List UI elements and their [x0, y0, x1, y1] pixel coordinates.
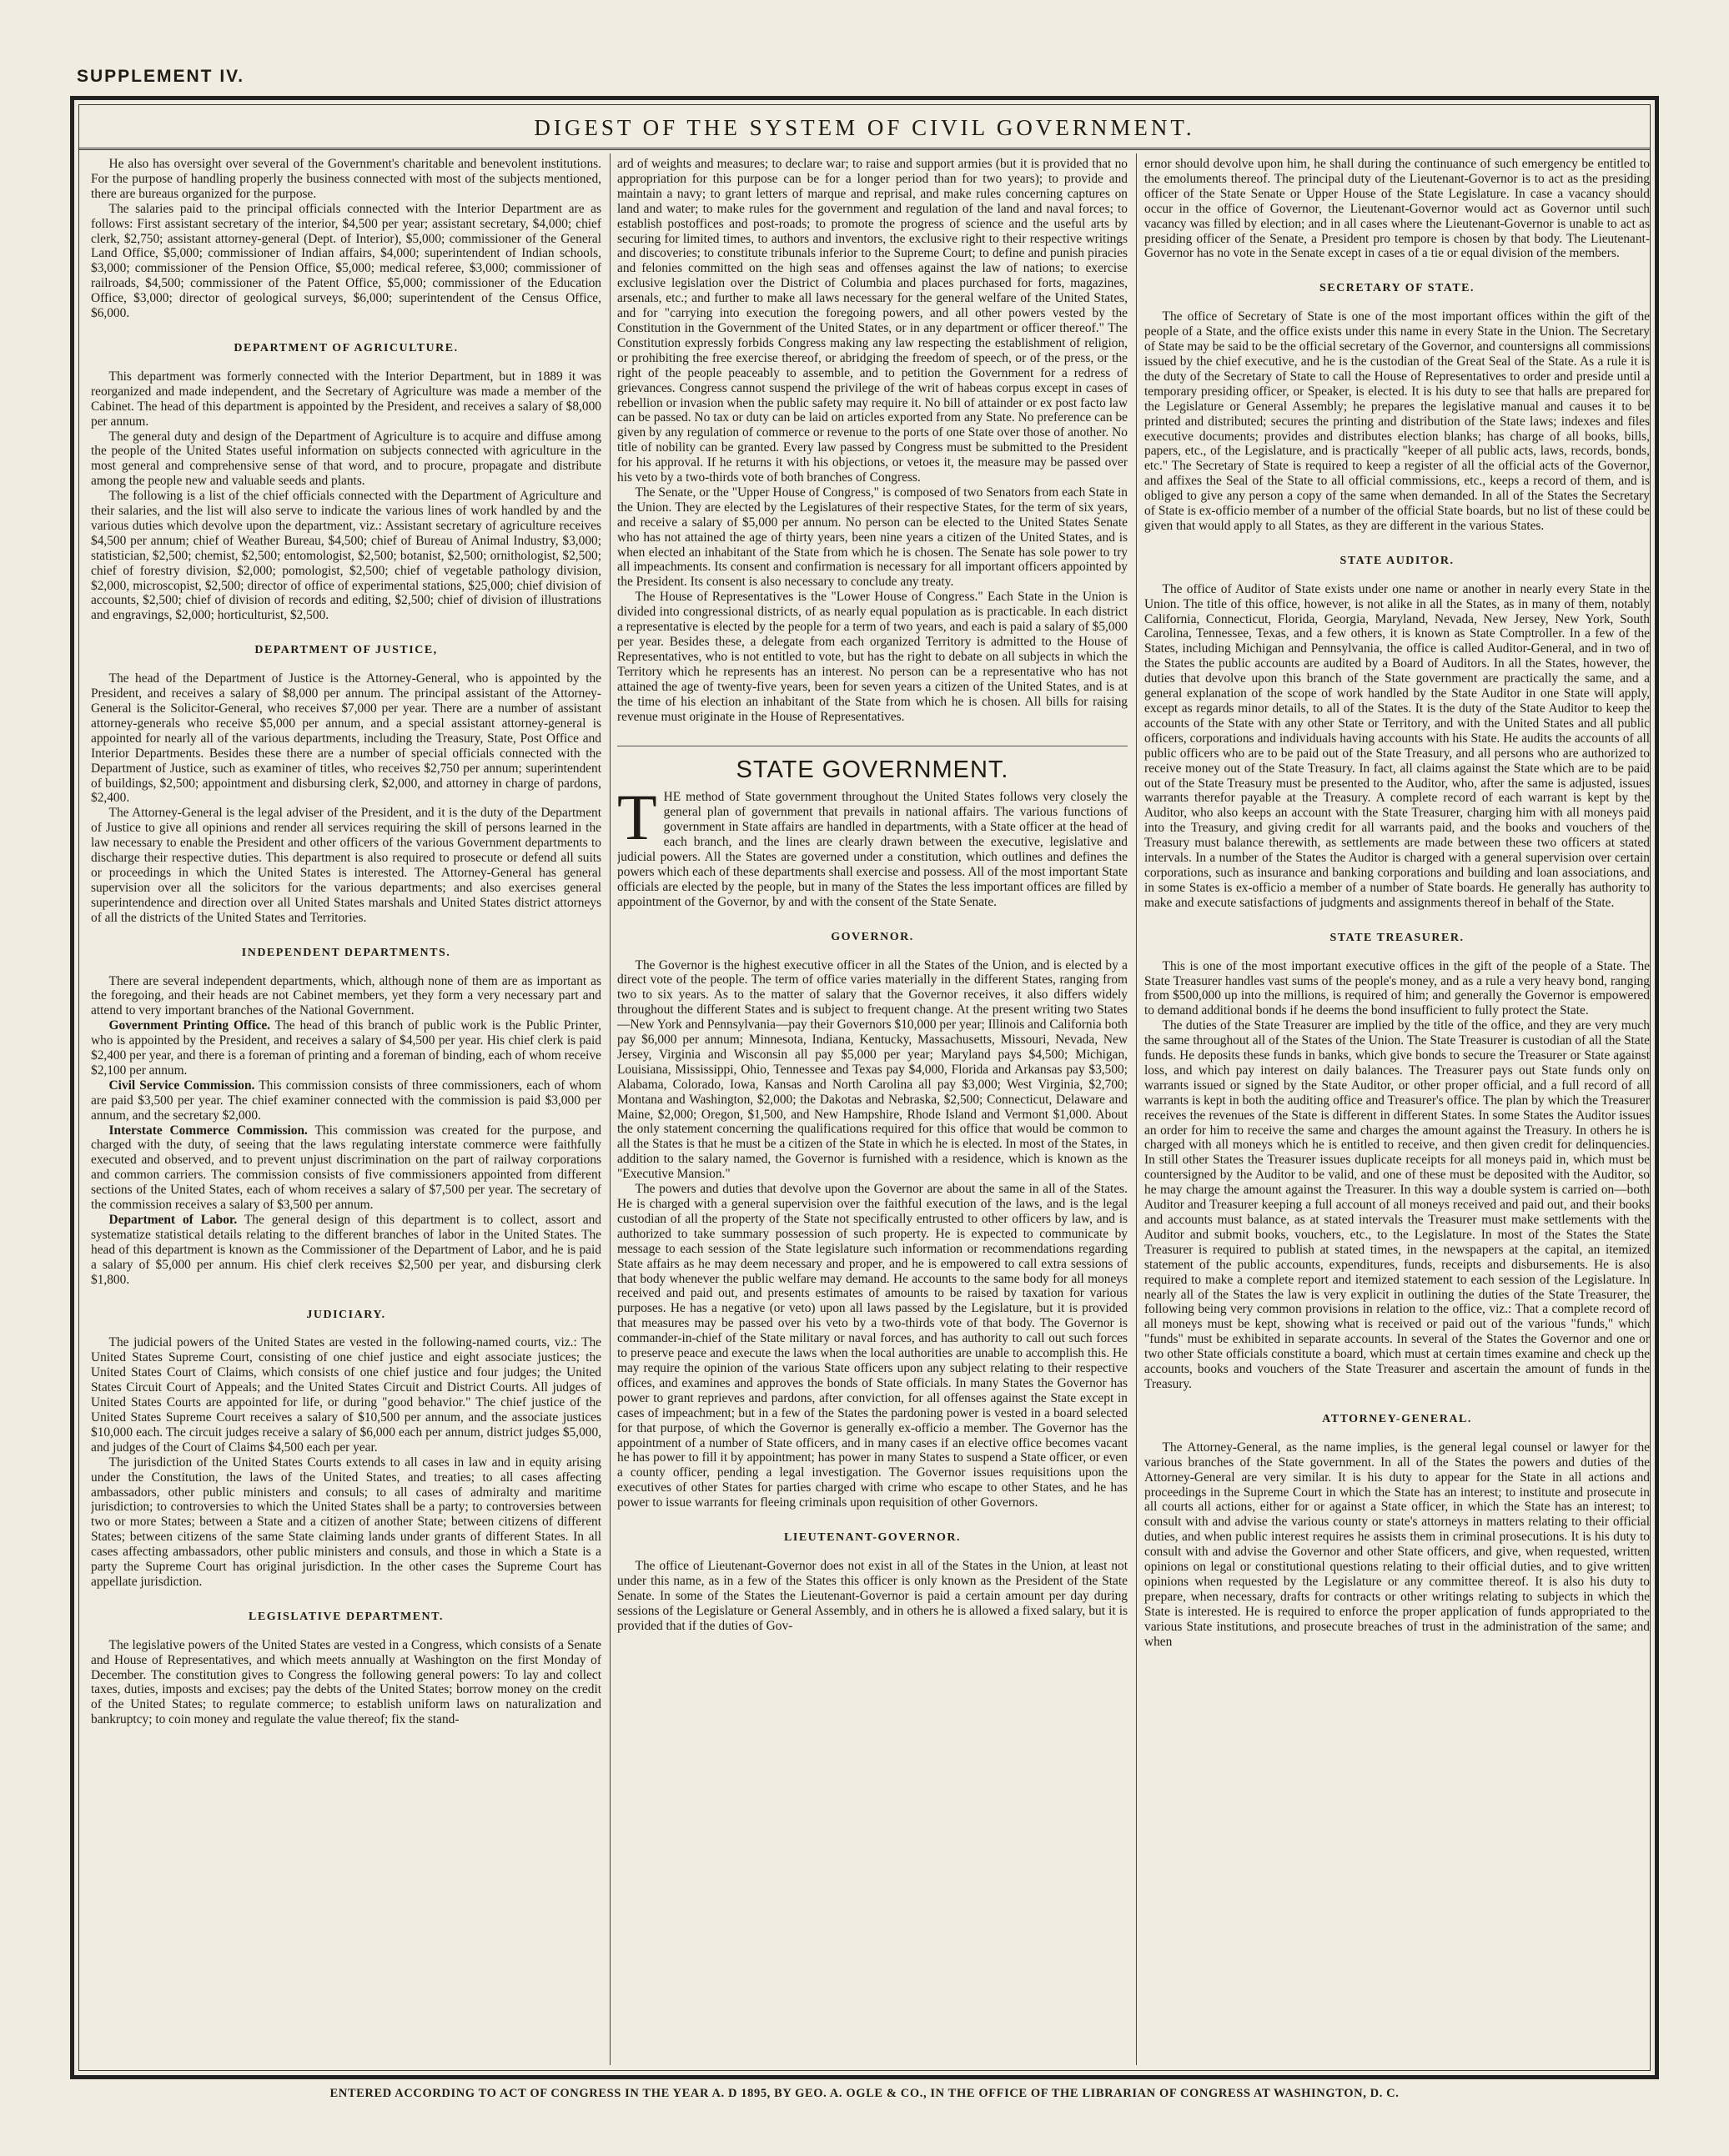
paragraph-text: The general design of this department is to collect, assort and systematize statistical details relating to the different branches of labor in the United States. The head of this department is known as the Commissioner of the Department of Labor, and he is paid a salary of $5,000 per annum. His chief clerk receives $2,500 per year, and disbursing clerk $1,800.	[91, 1213, 601, 1287]
paragraph: This is one of the most important executive offices in the gift of the people of a State. The State Treasurer handles vast sums of the people's money, and as a rule a very heavy bond, ranging from $500,000 up into the millions, is required of him; and generally the Governor is empowered to demand additional bonds if he deems the bond insufficient to fully protect the State.	[1144, 958, 1650, 1018]
paragraph: This department was formerly connected with the Interior Department, but in 1889 it was reorganized and made independent, and the Secretary of Agriculture was made a member of the Cabinet. The head of this department is appointed by the President, and receives a salary of $8,000 per annum.	[91, 369, 601, 429]
section-heading-secretary-of-state: SECRETARY OF STATE.	[1319, 282, 1475, 295]
masthead	[79, 105, 1650, 150]
run-in-label: Department of Labor.	[108, 1213, 238, 1227]
section-heading-state-auditor: STATE AUDITOR.	[1339, 554, 1455, 567]
paragraph	[91, 1213, 601, 1288]
paragraph-text: The head of this branch of public work is the Public Printer, who is appointed by the President, and receives a salary of $4,500 per year. His chief clerk is paid $2,400 per year, and there is a foreman of printing and a foreman of binding, each of whom receive $2,100 per annum.	[91, 1018, 601, 1078]
paragraph-text: This commission was created for the purpose, and charged with the duty, of seeing that the laws regulating interstate commerce were faithfully executed and observed, and to prevent unjust discrimination on the part of railway corporations and common carriers. The commission consists of five commissioners appointed from different sections of the United States, each of whom receives a salary of $7,500 per year. The secretary of the commission receives a salary of $3,500 per annum.	[91, 1123, 601, 1213]
paragraph: The general duty and design of the Department of Agriculture is to acquire and diffuse among the people of the United States useful information on subjects connected with agriculture in the most general and comprehensive sense of that word, and to procure, propagate and distribute among the people new and valuable seeds and plants.	[91, 429, 601, 489]
column-1	[91, 157, 601, 2063]
section-heading-judiciary: JUDICIARY.	[306, 1308, 386, 1321]
paragraph: He also has oversight over several of the Government's charitable and benevolent institutions. For the purpose of handling properly the business connected with most of the subjects mentioned, there are bureaus organized for the purpose.	[91, 157, 601, 201]
page-title: DIGEST OF THE SYSTEM OF CIVIL GOVERNMENT.	[534, 115, 1195, 140]
paragraph: The Senate, or the "Upper House of Congress," is composed of two Senators from each State in the Union. They are elected by the Legislatures of their respective States, for the term of six years, and receive a salary of $5,000 per annum. No person can be elected to the United States Senate who has not attained the age of thirty years, been nine years a citizen of the United States, and is when elected an inhabitant of the State from which he is chosen. The Senate has sole power to try all impeachments. Its consent and confirmation is necessary for all important officers appointed by the President. Its consent is also necessary to conclude any treaty.	[617, 485, 1128, 590]
paragraph: HE method of State government throughout the United States follows very closely the general plan of government that prevails in national affairs. The various functions of government in State affairs are handled in departments, with a State officer at the head of each branch, and the lines are clearly drawn between the executive, legislative and judicial powers. All the States are governed under a constitution, which outlines and defines the powers which each of these departments shall exercise and possess. All of the most important State officials are elected by the people, but in many of the States the less important offices are filled by appointment of the Governor, by and with the consent of the State Senate.	[617, 790, 1128, 909]
paragraph: The office of Auditor of State exists under one name or another in nearly every State in the Union. The title of this office, however, is not alike in all the States, as in many of them, notably California, Connecticut, Florida, Georgia, Maryland, Nevada, New Jersey, New York, South Carolina, Tennessee, Texas, and a few others, it is known as State Comptroller. In a few of the States, including Michigan and Pennsylvania, the office is called Auditor-General, and in two of the States the public accounts are audited by a Board of Auditors. In all the States, however, the duties that devolve upon this branch of the State government are practically the same, and a general explanation of the scope of work handled by the State Auditor in one State will apply, except as regards minor details, to all of the States. It is the duty of the State Auditor to keep the accounts of the State with any other State or Territory, and with the United States and all public officers, corporations and individuals having accounts with his State. He audits the accounts of all public officers who are to be paid out of the State Treasury, and all persons who are authorized to receive money out of the State Treasury. In fact, all claims against the State which are to be paid out of the State Treasury must be presented to the Auditor, who, after the same is adjusted, issues warrants therefor payable at the Treasury. A complete record of each warrant is kept by the Auditor, who also keeps an account with the State Treasurer, charging him with all moneys paid into the Treasury, and giving credit for all warrants paid, and the books and vouchers of the Treasury must balance therewith, as settlements are made between these two officers at stated intervals. In a number of the States the Auditor is charged with a general supervision over certain corporations, such as insurance and banking corporations and building and loan associations, and in some States is ex-officio a member of a number of State boards. He generally has authority to make and execute satisfactions of judgments and assignments thereof in behalf of the State.	[1144, 581, 1650, 910]
paragraph	[91, 1078, 601, 1123]
copyright-footer: ENTERED ACCORDING TO ACT OF CONGRESS IN THE YEAR A. D 1895, BY GEO. A. OGLE & CO., IN THE OFFICE OF THE LIBRARIAN OF CONGRESS AT WASHINGTON, D. C.	[329, 2087, 1400, 2100]
paragraph: The office of Secretary of State is one of the most important offices within the gift of the people of a State, and the office exists under this name in every State in the Union. The Secretary of State may be said to be the official secretary of the Governor, and countersigns all commissions issued by the chief executive, and he is the custodian of the Great Seal of the State. As a rule it is the duty of the Secretary of State to call the House of Representatives to order and preside until a temporary presiding officer, or Speaker, is elected. It is his duty to see that halls are prepared for the Legislature or General Assembly; he prepares the legislative manual and causes it to be printed and distributed; secures the printing and distribution of the State laws; indexes and files executive documents; provides and distributes election blanks; has charge of all books, bills, papers, etc., of the Legislature, and is practically "keeper of all public acts, laws, records, bonds, etc." The Secretary of State is required to keep a register of all the official acts of the Governor, and affixes the Seal of the State to all official commissions, etc., keeps a record of them, and is obliged to give any person a copy of the same when demanded. In all of the States the Secretary of State is ex-officio member of a number of the official State boards, but no list of these could be given that would apply to all States, as they are different in the various States.	[1144, 309, 1650, 533]
run-in-label: Civil Service Commission.	[108, 1078, 255, 1093]
paragraph: The head of the Department of Justice is the Attorney-General, who is appointed by the President, and receives a salary of $8,000 per annum. The principal assistant of the Attorney-General is the Solicitor-General, who receives $7,000 per year. There are a number of assistant attorney-generals who receive $5,000 per annum, and a special assistant attorney-general is appointed for nearly all of the various departments, including the Treasury, State, Post Office and Interior Departments. Besides these there are a number of special officials connected with the Department of Justice, such as examiner of titles, who receives $2,750 per annum; superintendent of buildings, $2,500; appointment and disbursing clerk, $2,000, and attorney in charge of pardons, $2,400.	[91, 671, 601, 806]
column-divider	[1136, 153, 1137, 2065]
section-heading-state-treasurer: STATE TREASURER.	[1329, 931, 1465, 944]
paragraph	[91, 1123, 601, 1213]
column-3	[1144, 157, 1650, 2063]
paragraph: The jurisdiction of the United States Courts extends to all cases in law and in equity arising under the Constitution, the laws of the United States, and treaties; to all cases affecting ambassadors, other public ministers and consuls; to all cases of admiralty and maritime jurisdiction; to controversies to which the United States shall be a party; to controversies between two or more States; between a State and a citizen of another State; between citizens of different States; between citizens of the same State claiming lands under grants of different States. In all cases affecting ambassadors, other public ministers and consuls, and those in which a State is a party the Supreme Court has original jurisdiction. In the other cases the Supreme Court has appellate jurisdiction.	[91, 1455, 601, 1589]
column-2	[617, 157, 1128, 2063]
paragraph: The legislative powers of the United States are vested in a Congress, which consists of a Senate and House of Representatives, and which meets annually at Washington on the first Monday of December. The constitution gives to Congress the following general powers: To lay and collect taxes, duties, imposts and excises; pay the debts of the United States; borrow money on the credit of the United States; to regulate commerce; to establish uniform laws on naturalization and bankruptcy; to coin money and regulate the value thereof; fix the stand-	[91, 1637, 601, 1727]
paragraph: The Attorney-General, as the name implies, is the general legal counsel or lawyer for the various branches of the State government. In all of the States the powers and duties of the Attorney-General are very similar. It is his duty to appear for the State in all actions and proceedings in the Supreme Court in which the State has an interest; to institute and prosecute in all courts all actions, either for or against a State officer, in which the State has an interest; to consult with and advise the various county or state's attorneys in matters relating to their official duties, and when public interest requires he assists them in criminal prosecutions. It is his duty to consult with and advise the Governor and other State officers, and give, when requested, written opinions on legal or constitutional questions relating to their official duties, and to give written opinions when requested by the Legislature or any committee thereof. It is also his duty to prepare, when necessary, drafts for contracts or other writings relating to subjects in which the State is interested. He is required to enforce the proper application of funds appropriated to the various State institutions, and prosecute breaches of trust in the administration of the same; and when	[1144, 1440, 1650, 1649]
paragraph: The judicial powers of the United States are vested in the following-named courts, viz.: The United States Supreme Court, consisting of one chief justice and eight associate justices; the United States Court of Claims, which consists of one chief justice and four judges; the United States Circuit Court of Appeals; and the United States Circuit and District Courts. All judges of United States Courts are appointed for life, or during "good behavior." The chief justice of the United States Supreme Court receives a salary of $10,500 per annum, and the associate justices $10,000 each. The circuit judges receive a salary of $6,000 each per annum, district judges $5,000, and judges of the Court of Claims $4,500 each per year.	[91, 1335, 601, 1455]
paragraph: ard of weights and measures; to declare war; to raise and support armies (but it is provided that no appropriation for this purpose can be for a longer period than for two years); to provide and maintain a navy; to grant letters of marque and reprisal, and make rules concerning captures on land and water; to make rules for the government and regulation of the land and naval forces; to establish postoffices and post-roads; to promote the progress of science and the useful arts by securing for limited times, to authors and inventors, the exclusive right to their respective writings and discoveries; to constitute tribunals inferior to the Supreme Court; to define and punish piracies and felonies committed on the high seas and offenses against the law of nations; to exercise exclusive legislation over the District of Columbia and places purchased for forts, magazines, arsenals, etc.; and further to make all laws necessary for the general welfare of the United States, and for "carrying into execution the foregoing powers, and all other powers vested by the Constitution in the Government of the United States, or in any department or officer thereof." The Constitution expressly forbids Congress making any law respecting the establishment of religion, or prohibiting the free exercise thereof, or abridging the freedom of speech, or of the press, or the right of the people peaceably to assemble, and to petition the Government for a redress of grievances. Congress cannot suspend the privilege of the writ of habeas corpus except in cases of rebellion or invasion when the public safety may require it. No bill of attainder or ex post facto law can be passed. No tax or duty can be laid on articles exported from any State. No preference can be given by any regulation of commerce or revenue to the ports of one State over those of another. No title of nobility can be granted. Every law passed by Congress must be submitted to the President for his approval. If he returns it with his objections, or vetoes it, the measure may be passed over his veto by a two-thirds vote of both branches of Congress.	[617, 157, 1128, 485]
paragraph: The Governor is the highest executive officer in all the States of the Union, and is elected by a direct vote of the people. The term of office varies materially in the different States, ranging from two to six years. As to the matter of salary that the Governor receives, it also differs widely throughout the different States and is subject to frequent change. At the present writing two States—New York and Pennsylvania—pay their Governors $10,000 per year; Illinois and California both pay $6,000 per annum; Minnesota, Indiana, Kentucky, Massachusetts, Missouri, Nevada, New Jersey, Virginia and Wisconsin all pay $5,000 per year; Maryland pays $4,500; Michigan, Louisiana, Mississippi, Ohio, Tennessee and Texas pay $4,000, Florida and Arkansas pay $3,500; Alabama, Colorado, Iowa, Kansas and North Carolina all pay $3,000; West Virginia, $2,700; Montana and Washington, $2,000; the Dakotas and Nebraska, $2,500; Connecticut, Delaware and Maine, $2,000; Oregon, $1,500, and New Hampshire, Rhode Island and Vermont $1,000. About the only statement concerning the qualifications required for this office that would be common to all the States is that he must be a citizen of the State in which he is elected. In most of the States, in addition to the salary named, the Governor is furnished with a residence, which is known as the "Executive Mansion."	[617, 957, 1128, 1182]
section-heading-independent: INDEPENDENT DEPARTMENTS.	[241, 946, 451, 959]
paragraph: The powers and duties that devolve upon the Governor are about the same in all of the States. He is charged with a general supervision over the faithful execution of the laws, and is the legal custodian of all the property of the State not specifically entrusted to other officers by law, and is authorized to take summary possession of such property. He is expected to communicate by message to each session of the State legislature such information or recommendations regarding State affairs as he may deem necessary and proper, and he is empowered to call extra sessions of that body whenever the public welfare may demand. He accounts to the same body for all moneys received and paid out, and presents estimates of amounts to be raised by taxation for various purposes. He has a negative (or veto) upon all laws passed by the Legislature, but it is provided that measures may be passed over his veto by a two-thirds vote of that body. The Governor is commander-in-chief of the State military or naval forces, and has authority to call out such forces to preserve peace and execute the laws when the local authorities are unable to accomplish this. He may require the opinion of the various State officers upon any subject relating to their respective offices, and examines and approves the bonds of State officials. In many States the Governor has power to grant reprieves and pardons, after conviction, for all offenses against the State except in cases of impeachment; but in a few of the States the pardoning power is vested in a board selected for that purpose, of which the Governor is generally ex-officio a member. The Governor has the appointment of a number of State officers, and in many cases if an elective office becomes vacant he has power to fill it by appointment; has power in many States to suspend a State officer, or even a county officer, pending a legal investigation. The Governor issues requisitions upon the executives of other States for parties charged with crime who escape to other States, and he has power to issue warrants for fleeing criminals upon requisition of other Governors.	[617, 1182, 1128, 1510]
paragraph: The following is a list of the chief officials connected with the Department of Agriculture and their salaries, and the list will also serve to indicate the various lines of work handled by and the various duties which devolve upon the department, viz.: Assistant secretary of agriculture receives $4,500 per annum; chief of Weather Bureau, $4,500; chief of Bureau of Animal Industry, $3,000; statistician, $2,500; chemist, $2,500; entomologist, $2,500; botanist, $2,500; ornithologist, $2,500; chief of forestry division, $2,000; pomologist, $2,500; chief of vegetable pathology division, $2,000, microscopist, $2,500; director of office of experimental stations, $25,000; chief division of accounts, $2,500; chief of division of records and editing, $2,500; chief of division of illustrations and engravings, $2,000; horticulturist, $2,500.	[91, 489, 601, 623]
paragraph: The duties of the State Treasurer are implied by the title of the office, and they are very much the same throughout all of the States of the Union. The State Treasurer is custodian of all the State funds. He deposits these funds in banks, which give bonds to secure the Treasurer or State against loss, and which pay interest on daily balances. The Treasurer pays out State funds only on warrants issued or signed by the State Auditor, or other proper official, and a full record of all warrants is kept in both the auditing office and Treasurer's office. The plan by which the Treasurer receives the revenues of the State is different in different States. In some States the Auditor issues an order for him to receive the same and charges the amount against the Treasury. In others he is charged with all moneys which he is entitled to receive, and then given credit for delinquencies. In still other States the Treasurer issues duplicate receipts for all moneys paid in, which must be countersigned by the Auditor to be valid, and one of these must be deposited with the Auditor, so he may charge the amount against the Treasurer. In this way a double system is carried on—both Auditor and Treasurer keeping a full account of all moneys received and paid out, and their books and accounts must balance, as at stated intervals the Treasurer must make settlements with the Auditor and submit books, vouchers, etc., to the Legislature. In most of the States the State Treasurer is required to publish at stated times, in the newspapers at the capital, an itemized statement of the public accounts, expenditures, funds, receipts and disbursements. He is also required to make a complete report and itemized statement to each session of the Legislature. In nearly all of the States the law is very explicit in outlining the duties of the State Treasurer, the following being very common provisions in relation to the office, viz.: That a complete record of all moneys must be kept, showing what is received or paid out of the various "funds," which "funds" must be exhibited in separate accounts. In several of the States the Governor and one or two other State officials constitute a board, which must at certain times examine and check up the accounts, books and vouchers of the State Treasurer and ascertain the amount of funds in the Treasury.	[1144, 1018, 1650, 1391]
section-heading-attorney-general: ATTORNEY-GENERAL.	[1322, 1412, 1472, 1425]
paragraph-text: This commission consists of three commissioners, each of whom are paid $3,500 per year. The chief examiner connected with the commission is paid $3,000 per annum, and the secretary $2,000.	[91, 1078, 601, 1123]
supplement-label: SUPPLEMENT IV.	[77, 67, 245, 86]
paragraph	[91, 1018, 601, 1078]
section-title-state-government: STATE GOVERNMENT.	[736, 756, 1009, 784]
paragraph: The Attorney-General is the legal adviser of the President, and it is the duty of the Department of Justice to give all opinions and render all services requiring the skill of persons learned in the law necessary to enable the President and other officers of the various Government departments to discharge their respective duties. This department is also required to prosecute or defend all suits or proceedings in which the United States is interested. The Attorney-General has general supervision over all the solicitors for the various departments; and also exercises general superintendence and direction over all United States marshals and United States district attorneys of all the districts of the United States and Territories.	[91, 806, 601, 925]
drop-cap: T	[617, 781, 657, 854]
column-divider	[610, 153, 611, 2065]
section-heading-justice: DEPARTMENT OF JUSTICE,	[254, 644, 438, 657]
section-heading-lieutenant-governor: LIEUTENANT-GOVERNOR.	[784, 1531, 961, 1545]
state-intro	[617, 781, 1128, 909]
paragraph: The office of Lieutenant-Governor does not exist in all of the States in the Union, at least not under this name, as in a few of the States this officer is only known as the President of the State Senate. In some of the States the Lieutenant-Governor is paid a certain amount per day during sessions of the Legislature or General Assembly, and in others he is allowed a fixed salary, but it is provided that if the duties of Gov-	[617, 1558, 1128, 1633]
section-heading-governor: GOVERNOR.	[831, 930, 914, 943]
state-government-header	[617, 746, 1128, 784]
section-heading-legislative: LEGISLATIVE DEPARTMENT.	[249, 1610, 444, 1623]
section-heading-agriculture: DEPARTMENT OF AGRICULTURE.	[234, 341, 459, 354]
page-frame	[70, 96, 1659, 2079]
paragraph: The House of Representatives is the "Lower House of Congress." Each State in the Union is divided into congressional districts, of as nearly equal population as is practicable. In each district a representative is elected by the people for a term of two years, and each is paid a salary of $5,000 per year. Besides these, a delegate from each organized Territory is admitted to the House of Representatives, who is not entitled to vote, but has the right to debate on all subjects in which the Territory which he represents has an interest. No person can be a representative who has not attained the age of twenty-five years, been for seven years a citizen of the United States, and is at the time of his election an inhabitant of the State from which he is chosen. All bills for raising revenue must originate in the House of Representatives.	[617, 590, 1128, 724]
run-in-label: Interstate Commerce Commission.	[108, 1123, 308, 1138]
paragraph: ernor should devolve upon him, he shall during the continuance of such emergency be entitled to the emoluments thereof. The principal duty of the Lieutenant-Governor is to act as the presiding officer of the State Senate or Upper House of the State Legislature. In case a vacancy should occur in the office of Governor, the Lieutenant-Governor would act as Governor until such vacancy was filled by election; and in all cases where the Lieutenant-Governor is unable to act as presiding officer of the Senate, a President pro tempore is chosen by that body. The Lieutenant-Governor has no vote in the Senate except in cases of a tie or equal division of the members.	[1144, 157, 1650, 261]
paragraph: There are several independent departments, which, although none of them are as important as the foregoing, and their heads are not Cabinet members, yet they form a very necessary part and attend to very important branches of the National Government.	[91, 973, 601, 1018]
run-in-label: Government Printing Office.	[108, 1018, 271, 1033]
paragraph: The salaries paid to the principal officials connected with the Interior Department are as follows: First assistant secretary of the interior, $4,500 per year; assistant secretary, $4,000; chief clerk, $2,750; assistant attorney-general (Dept. of Interior), $5,000; commissioner of the General Land Office, $5,000; commissioner of Indian affairs, $4,000; superintendent of Indian schools, $3,000; commissioner of the Pension Office, $5,000; medical referee, $3,000; commissioner of railroads, $4,500; commissioner of the Patent Office, $5,000; commissioner of the Education Office, $3,000; director of geological surveys, $6,000; superintendent of the Census Office, $6,000.	[91, 201, 601, 321]
